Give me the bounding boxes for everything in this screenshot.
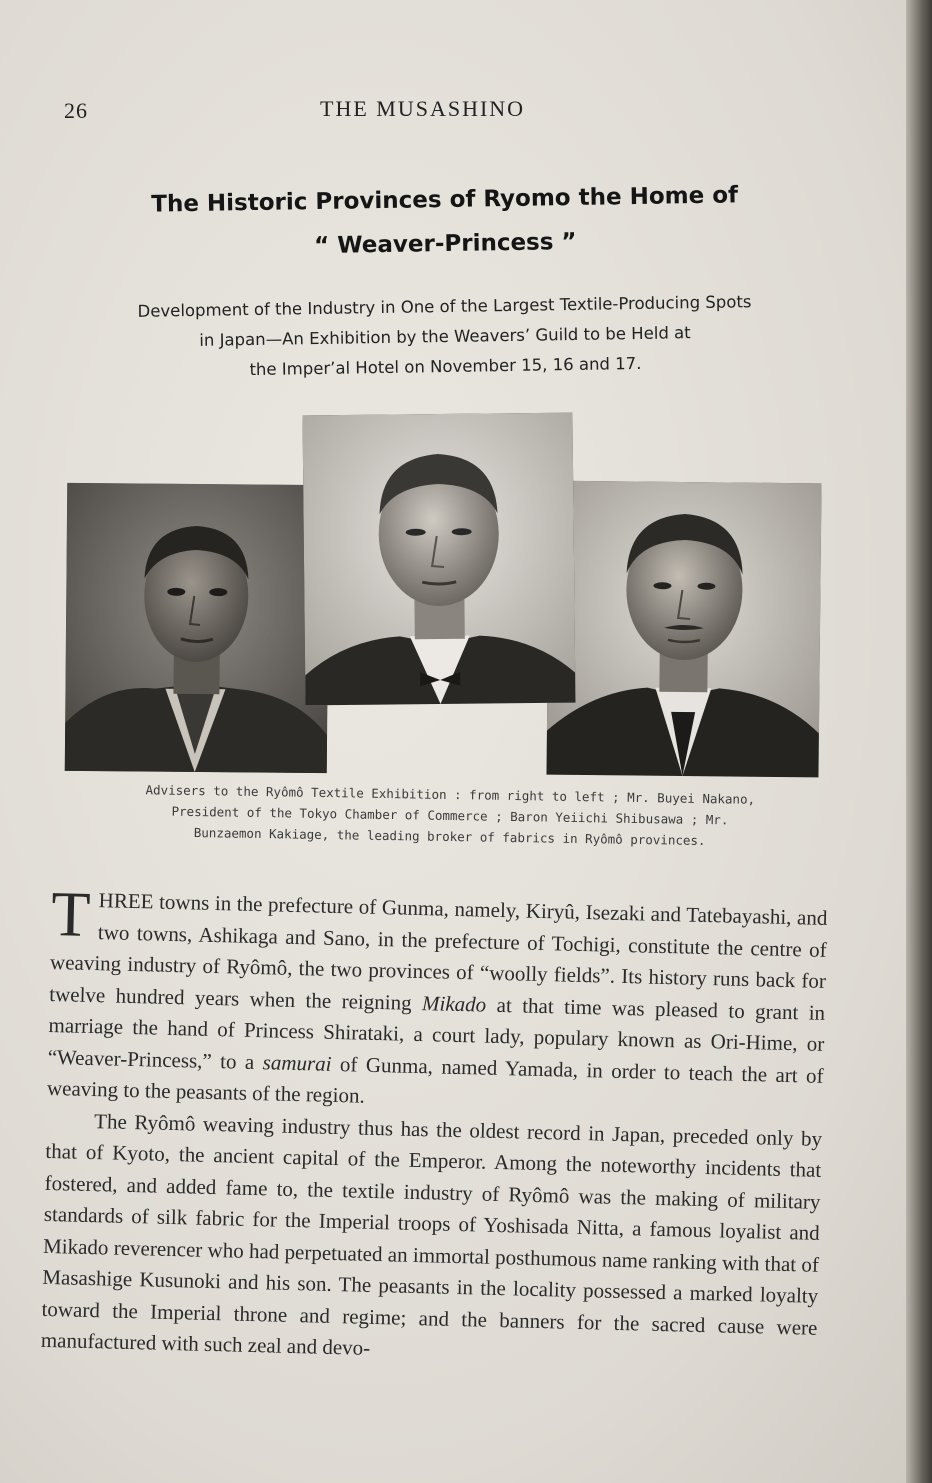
title-line-1: The Historic Provinces of Ryomo the Home of: [151, 182, 739, 218]
title-line-2: “ Weaver-Princess ”: [313, 228, 577, 260]
article-subtitle: [59, 286, 830, 388]
paragraph-1-part-a: HREE towns in the prefecture of Gunma, namely, Kiryû, Isezaki and Tatebayashi, and two towns, Ashikaga and Sano, in the prefecture of Tochigi, constitute the centre of weaving industry of Ryômô, the two provinces of “woolly fields”. Its history runs back for twelve hundred years when the reigning: [49, 888, 828, 1015]
portrait-photo-center: [302, 413, 575, 706]
article-body: [40, 878, 828, 1375]
caption-line-1: Advisers to the Ryômô Textile Exhibition : from right to left ; Mr. Buyei Nakano,: [145, 782, 756, 807]
running-head: [60, 96, 840, 126]
caption-line-2: President of the Tokyo Chamber of Commerce ; Baron Yeiichi Shibusawa ; Mr.: [171, 803, 729, 828]
paragraph-2: The Ryômô weaving industry thus has the oldest record in Japan, preceded only by that of Kyoto, the ancient capital of the Emperor. Among the noteworthy incidents that fostered, and added fame to, the textile industry of Ryômô was the making of military standards of silk fabric for the Imperial troops of Yoshisada Nitta, a famous loyalist and Mikado reverencer who had perpetuated an immortal posthumous name ranking with that of Masashige Kusunoki and his son. The peasants in the locality possessed a marked loyalty toward the Imperial throne and regime; and the banners for the sacred cause were manufactured with such zeal and devo-: [40, 1108, 823, 1360]
portrait-center-image: [302, 413, 575, 706]
paragraph-1-part-b: at that time was pleased to grant in marriage the hand of Princess Shirataki, a court lady, populary known as Ori-Hime, or “Weaver-Princess,” to a: [47, 992, 826, 1074]
term-samurai: samurai: [262, 1049, 332, 1076]
journal-name: THE MUSASHINO: [320, 96, 526, 121]
paragraph-1-part-c: of Gunma, named Yamada, in order to teach the art of weaving to the peasants of the region.: [46, 1051, 824, 1108]
portrait-left-image: [65, 483, 330, 773]
subtitle-line-3: the Imper’al Hotel on November 15, 16 and 17.: [249, 353, 642, 380]
paragraph-1: [46, 878, 828, 1123]
book-gutter: [906, 0, 932, 1483]
page-number: 26: [64, 98, 88, 123]
article-title: [59, 172, 830, 272]
term-mikado: Mikado: [421, 990, 487, 1017]
subtitle-line-2: in Japan—An Exhibition by the Weavers’ Guild to be Held at: [199, 323, 691, 350]
portrait-photo-right: [546, 481, 821, 778]
portrait-photo-left: [65, 483, 330, 773]
drop-cap: T: [50, 878, 92, 950]
portrait-right-image: [546, 481, 821, 778]
subtitle-line-1: Development of the Industry in One of the Largest Textile-Producing Spots: [137, 292, 752, 321]
photo-caption: [80, 778, 821, 853]
caption-line-3: Bunzaemon Kakiage, the leading broker of fabrics in Ryômô provinces.: [193, 824, 706, 849]
